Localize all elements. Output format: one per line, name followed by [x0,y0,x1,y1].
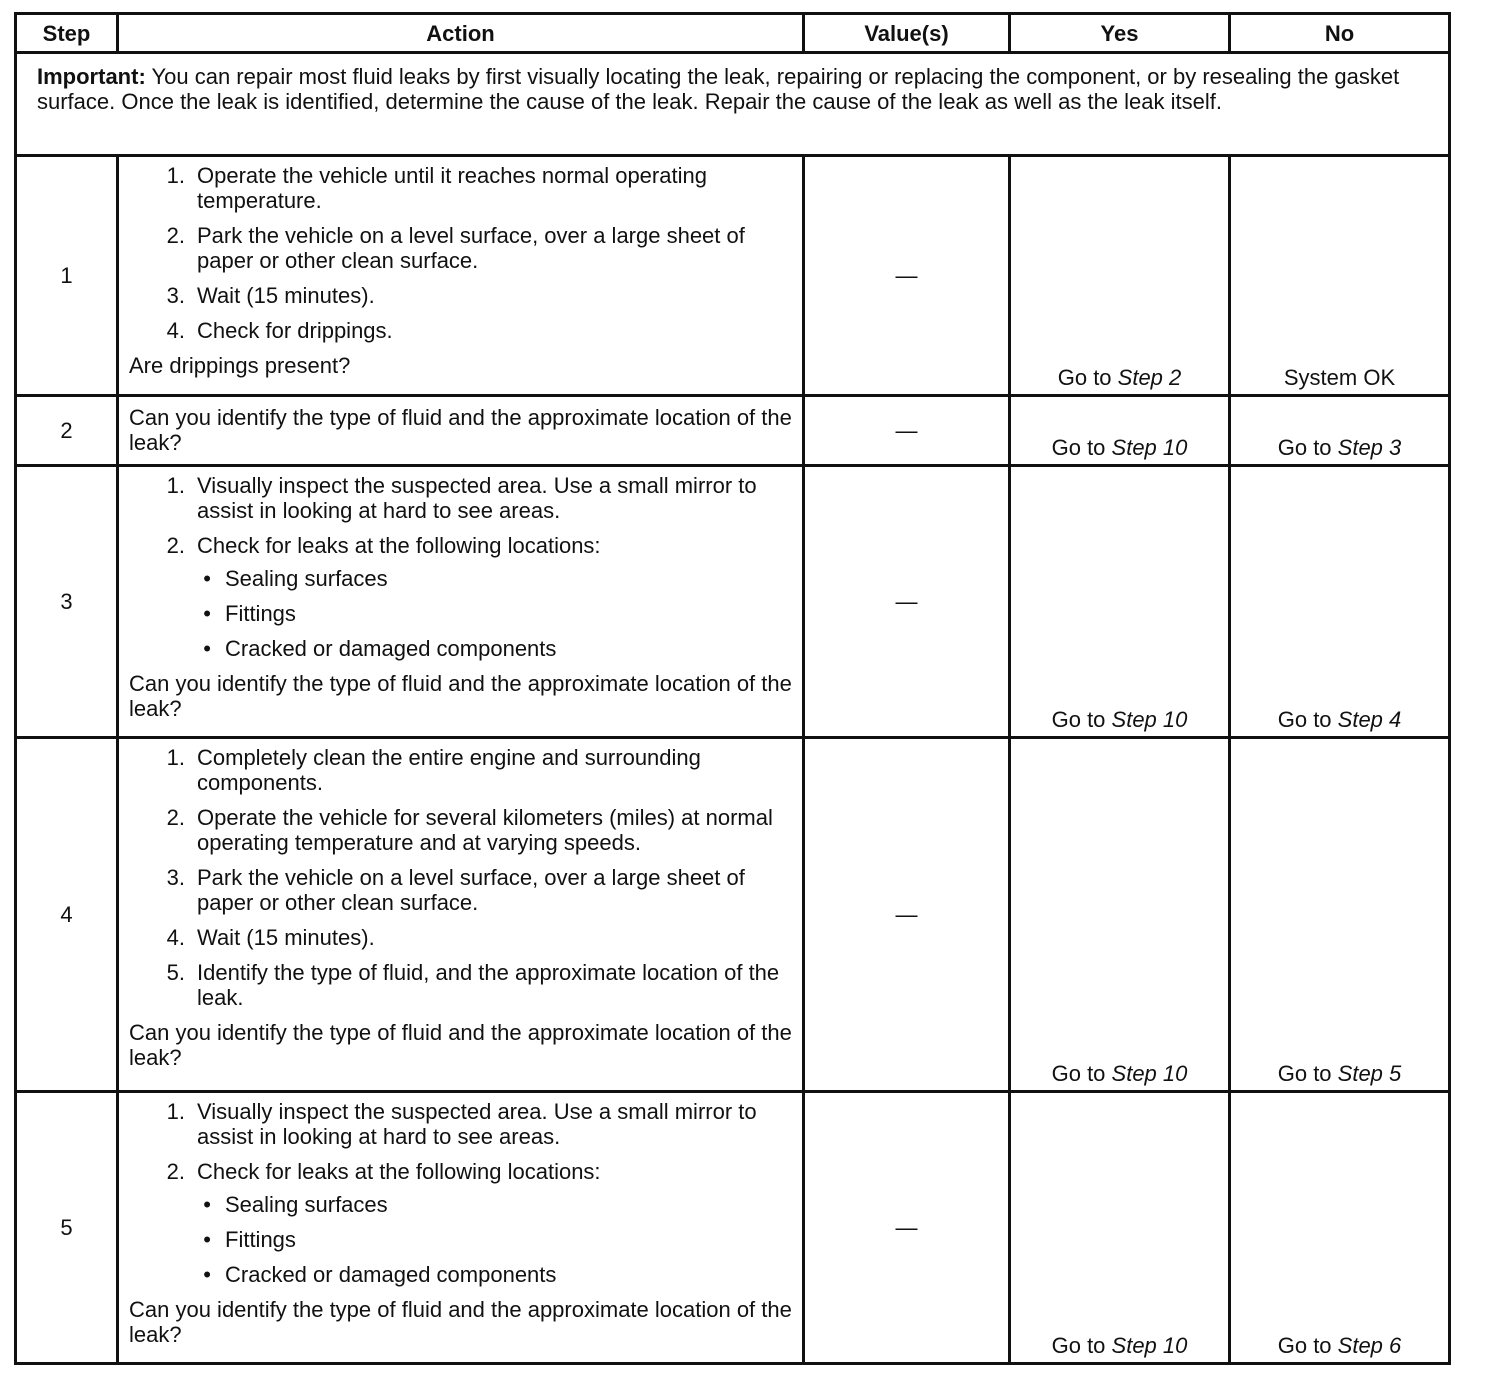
action-item-text: Completely clean the entire engine and surrounding components. [197,745,701,795]
action-item-number: 3. [166,865,185,890]
bullet-text: Fittings [225,1227,296,1252]
action-item [129,960,792,1010]
action-item-text: Wait (15 minutes). [197,283,375,308]
action-item-text: Wait (15 minutes). [197,925,375,950]
bullet-text: Fittings [225,601,296,626]
action-question: Can you identify the type of fluid and the approximate location of the leak? [129,1020,792,1070]
action-item-number: 2. [166,805,185,830]
action-item-text: Check for drippings. [197,318,393,343]
action-item-text: Visually inspect the suspected area. Use a small mirror to assist in looking at hard to see areas. [197,473,757,523]
value-cell: — [804,738,1010,1092]
header-row [16,14,1450,53]
value-cell: — [804,466,1010,738]
no-step-ref: Step 4 [1337,707,1402,732]
action-list [129,745,792,1010]
action-item-number: 1. [166,163,185,188]
action-item [129,925,792,950]
value-cell: — [804,156,1010,396]
action-item-text: Check for leaks at the following locations: [197,1159,601,1184]
action-item-number: 1. [166,1099,185,1124]
bullet-item [129,1262,792,1287]
action-item-number: 4. [166,925,185,950]
yes-step-ref: Step 2 [1117,365,1182,390]
action-cell [118,156,804,396]
bullet-glyph: • [203,636,211,661]
action-item [129,1159,792,1184]
header-yes: Yes [1010,14,1230,53]
header-action: Action [118,14,804,53]
action-item-number: 2. [166,1159,185,1184]
step-row [16,1092,1450,1364]
yes-step-ref: Step 10 [1111,1061,1188,1086]
action-item-text: Operate the vehicle for several kilometers (miles) at normal operating temperature and at varying speeds. [197,805,773,855]
header-values: Value(s) [804,14,1010,53]
action-question: Can you identify the type of fluid and the approximate location of the leak? [129,405,792,455]
action-cell [118,1092,804,1364]
bullet-item [129,601,792,626]
action-item [129,745,792,795]
bullet-item [129,566,792,591]
yes-cell [1010,156,1230,396]
important-note-row [16,53,1450,156]
value-cell: — [804,396,1010,466]
action-item-text: Operate the vehicle until it reaches normal operating temperature. [197,163,707,213]
action-item [129,533,792,558]
action-item-text: Park the vehicle on a level surface, over a large sheet of paper or other clean surface. [197,223,745,273]
action-cell [118,738,804,1092]
no-cell [1230,396,1450,466]
important-label: Important: [37,64,146,89]
yes-cell [1010,396,1230,466]
step-row [16,466,1450,738]
bullet-item [129,1192,792,1217]
important-text: You can repair most fluid leaks by first visually locating the leak, repairing or replacing the component, or by resealing the gasket surface. Once the leak is identified, determine the cause of the leak. Repair the cause of the leak as well as the leak itself. [37,64,1400,114]
yes-step-ref: Step 10 [1111,1333,1188,1358]
action-item-number: 2. [166,533,185,558]
yes-step-ref: Step 10 [1111,435,1188,460]
diagnostic-table [14,12,1451,1365]
no-cell [1230,156,1450,396]
yes-text: Go to [1051,1061,1112,1086]
important-note [16,53,1450,156]
no-cell [1230,738,1450,1092]
bullet-glyph: • [203,601,211,626]
location-bullets [129,566,792,661]
bullet-glyph: • [203,1192,211,1217]
action-item-text: Park the vehicle on a level surface, over a large sheet of paper or other clean surface. [197,865,745,915]
bullet-glyph: • [203,1227,211,1252]
action-item [129,865,792,915]
yes-cell [1010,738,1230,1092]
bullet-text: Cracked or damaged components [225,636,557,661]
step-row [16,156,1450,396]
no-text: Go to [1277,1061,1338,1086]
step-number: 4 [16,738,118,1092]
action-question: Are drippings present? [129,353,351,378]
no-step-ref: Step 3 [1337,435,1402,460]
yes-text: Go to [1051,707,1112,732]
action-question: Can you identify the type of fluid and the approximate location of the leak? [129,1297,792,1347]
header-step: Step [16,14,118,53]
action-item-number: 3. [166,283,185,308]
action-item [129,1099,792,1149]
action-item-number: 1. [166,745,185,770]
value-cell: — [804,1092,1010,1364]
step-row [16,396,1450,466]
action-item [129,223,792,273]
location-bullets [129,1192,792,1287]
header-no: No [1230,14,1450,53]
bullet-text: Sealing surfaces [225,566,388,591]
action-item [129,318,792,343]
yes-cell [1010,1092,1230,1364]
bullet-glyph: • [203,1262,211,1287]
bullet-text: Cracked or damaged components [225,1262,557,1287]
no-step-ref: Step 6 [1337,1333,1402,1358]
no-step-ref: Step 5 [1337,1061,1402,1086]
action-list [129,163,792,343]
yes-text: Go to [1051,1333,1112,1358]
action-cell [118,396,804,466]
yes-text: Go to [1057,365,1118,390]
action-item-text: Visually inspect the suspected area. Use a small mirror to assist in looking at hard to see areas. [197,1099,757,1149]
action-list [129,473,792,558]
action-list [129,1099,792,1184]
bullet-item [129,636,792,661]
action-item [129,805,792,855]
action-item-number: 2. [166,223,185,248]
action-item [129,283,792,308]
no-cell [1230,1092,1450,1364]
action-item-number: 1. [166,473,185,498]
no-text: Go to [1277,1333,1338,1358]
action-item [129,473,792,523]
yes-cell [1010,466,1230,738]
action-item-text: Check for leaks at the following locations: [197,533,601,558]
bullet-item [129,1227,792,1252]
action-item-number: 4. [166,318,185,343]
action-cell [118,466,804,738]
step-row [16,738,1450,1092]
step-number: 5 [16,1092,118,1364]
bullet-text: Sealing surfaces [225,1192,388,1217]
no-cell [1230,466,1450,738]
step-number: 2 [16,396,118,466]
action-item-text: Identify the type of fluid, and the approximate location of the leak. [197,960,780,1010]
no-text: System OK [1283,365,1396,390]
step-number: 1 [16,156,118,396]
yes-step-ref: Step 10 [1111,707,1188,732]
action-question: Can you identify the type of fluid and the approximate location of the leak? [129,671,792,721]
no-text: Go to [1277,707,1338,732]
no-text: Go to [1277,435,1338,460]
action-item [129,163,792,213]
yes-text: Go to [1051,435,1112,460]
action-item-number: 5. [166,960,185,985]
bullet-glyph: • [203,566,211,591]
step-number: 3 [16,466,118,738]
